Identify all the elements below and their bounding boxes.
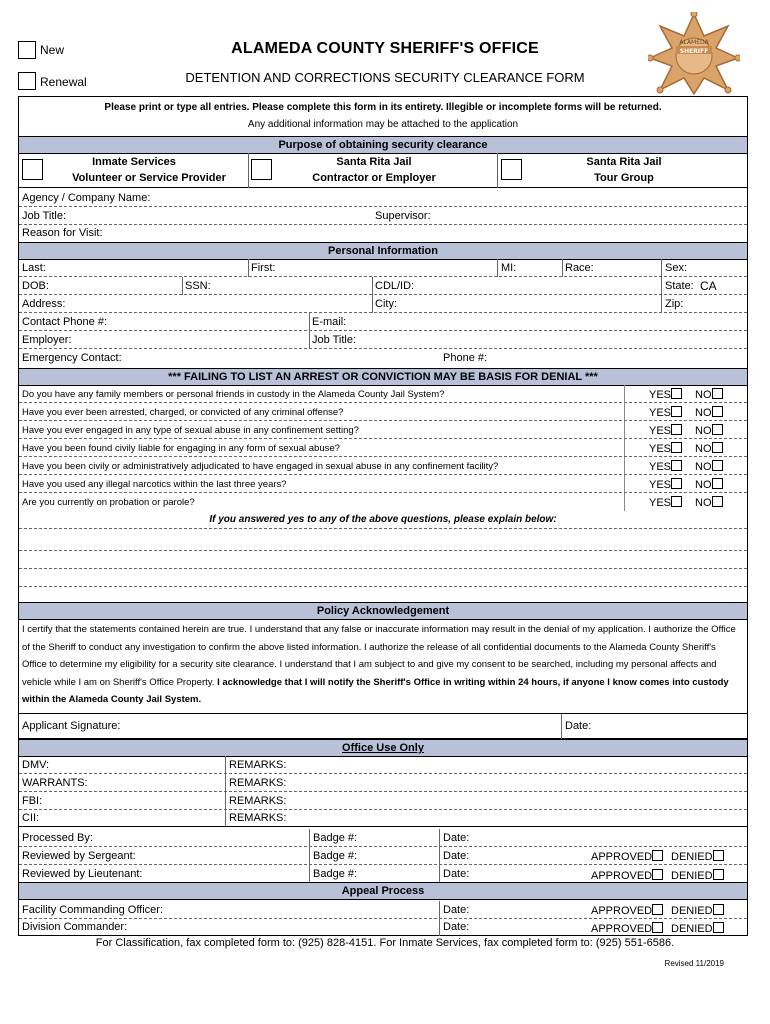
- purpose-inmate-services-checkbox[interactable]: [22, 159, 43, 180]
- q2-no-checkbox[interactable]: [712, 406, 723, 417]
- processed-badge-field[interactable]: Badge #:: [313, 832, 358, 844]
- approved-label: APPROVED: [591, 851, 653, 863]
- question-4: Have you been found civily liable for engaging in any form of sexual abuse?: [22, 443, 340, 454]
- q5-yes-checkbox[interactable]: [671, 460, 682, 471]
- applicant-signature-field[interactable]: Applicant Signature:: [22, 720, 121, 732]
- lieutenant-date-field[interactable]: Date:: [443, 868, 470, 880]
- explain-line-2[interactable]: [19, 551, 747, 569]
- approved-label: APPROVED: [591, 923, 653, 935]
- first-name-field[interactable]: First:: [251, 262, 276, 274]
- ssn-field[interactable]: SSN:: [185, 280, 211, 292]
- fbi-remarks-field[interactable]: REMARKS:: [229, 795, 287, 807]
- applicant-date-field[interactable]: Date:: [565, 720, 592, 732]
- no-label: NO: [695, 479, 712, 491]
- question-2: Have you ever been arrested, charged, or convicted of any criminal offense?: [22, 407, 344, 418]
- purpose-option-2-line2: Contractor or Employer: [312, 172, 436, 184]
- purpose-tour-group-checkbox[interactable]: [501, 159, 522, 180]
- svg-text:SHERIFF: SHERIFF: [679, 48, 709, 55]
- contact-phone-field[interactable]: Contact Phone #:: [22, 316, 108, 328]
- facility-date-field[interactable]: Date:: [443, 904, 470, 916]
- dmv-remarks-field[interactable]: REMARKS:: [229, 759, 287, 771]
- denied-label: DENIED: [671, 851, 713, 863]
- sex-field[interactable]: Sex:: [665, 262, 688, 274]
- no-label: NO: [695, 389, 712, 401]
- race-field[interactable]: Race:: [565, 262, 594, 274]
- no-label: NO: [695, 497, 712, 509]
- emergency-phone-field[interactable]: Phone #:: [443, 352, 488, 364]
- personal-info-header: Personal Information: [19, 242, 747, 260]
- question-5: Have you been civily or administratively adjudicated to have engaged in sexual abuse in any confinement facility?: [22, 461, 499, 472]
- processed-date-field[interactable]: Date:: [443, 832, 470, 844]
- warrants-remarks-field[interactable]: REMARKS:: [229, 777, 287, 789]
- supervisor-field[interactable]: Supervisor:: [375, 210, 431, 222]
- explain-instructions: If you answered yes to any of the above questions, please explain below:: [209, 514, 557, 525]
- q4-no-checkbox[interactable]: [712, 442, 723, 453]
- purpose-option-3-line1: Santa Rita Jail: [586, 156, 662, 168]
- q7-no-checkbox[interactable]: [712, 496, 723, 507]
- purpose-option-3-line2: Tour Group: [594, 172, 654, 184]
- explain-line-4[interactable]: [19, 587, 747, 602]
- purpose-option-1-line2: Volunteer or Service Provider: [72, 172, 226, 184]
- lieutenant-approved-checkbox[interactable]: [652, 869, 663, 880]
- explain-line-3[interactable]: [19, 569, 747, 587]
- division-date-field[interactable]: Date:: [443, 921, 470, 933]
- dob-field[interactable]: DOB:: [22, 280, 49, 292]
- instructions-line1: Please print or type all entries. Please complete this form in its entirety. Illegible or incomplete forms will be returned.: [104, 102, 662, 113]
- yes-label: YES: [649, 479, 672, 491]
- denied-label: DENIED: [671, 905, 713, 917]
- last-name-field[interactable]: Last:: [22, 262, 46, 274]
- question-3: Have you ever engaged in any type of sexual abuse in any confinement setting?: [22, 425, 359, 436]
- denied-label: DENIED: [671, 870, 713, 882]
- zip-field[interactable]: Zip:: [665, 298, 684, 310]
- fbi-field[interactable]: FBI:: [22, 795, 43, 807]
- employer-job-title-field[interactable]: Job Title:: [312, 334, 357, 346]
- purpose-option-1-line1: Inmate Services: [92, 156, 176, 168]
- facility-commander-field[interactable]: Facility Commanding Officer:: [22, 904, 164, 916]
- reviewed-sergeant-field[interactable]: Reviewed by Sergeant:: [22, 850, 136, 862]
- new-label: New: [40, 43, 65, 57]
- sheriff-badge-icon: [648, 12, 740, 96]
- yes-label: YES: [649, 407, 672, 419]
- yes-label: YES: [649, 425, 672, 437]
- processed-by-field[interactable]: Processed By:: [22, 832, 93, 844]
- renewal-label: Renewal: [40, 75, 87, 89]
- q3-yes-checkbox[interactable]: [671, 424, 682, 435]
- instructions-line2: Any additional information may be attached to the application: [247, 119, 519, 130]
- no-label: NO: [695, 425, 712, 437]
- page-title: ALAMEDA COUNTY SHERIFF'S OFFICE: [231, 40, 539, 57]
- facility-approved-checkbox[interactable]: [652, 904, 663, 915]
- denied-label: DENIED: [671, 923, 713, 935]
- q1-yes-checkbox[interactable]: [671, 388, 682, 399]
- form-subtitle: DETENTION AND CORRECTIONS SECURITY CLEARANCE FORM: [185, 70, 585, 85]
- sergeant-approved-checkbox[interactable]: [652, 850, 663, 861]
- question-6: Have you used any illegal narcotics within the last three years?: [22, 479, 287, 490]
- state-value: CA: [700, 279, 717, 293]
- appeal-header: Appeal Process: [19, 882, 747, 900]
- q7-yes-checkbox[interactable]: [671, 496, 682, 507]
- cii-remarks-field[interactable]: REMARKS:: [229, 812, 287, 824]
- purpose-option-2-line1: Santa Rita Jail: [336, 156, 412, 168]
- division-commander-field[interactable]: Division Commander:: [22, 921, 128, 933]
- no-label: NO: [695, 443, 712, 455]
- employer-field[interactable]: Employer:: [22, 334, 72, 346]
- explain-line-1[interactable]: [19, 529, 747, 551]
- q6-no-checkbox[interactable]: [712, 478, 723, 489]
- clearance-form: [18, 96, 748, 936]
- yes-label: YES: [649, 389, 672, 401]
- svg-text:ALAMEDA: ALAMEDA: [679, 39, 709, 46]
- q4-yes-checkbox[interactable]: [671, 442, 682, 453]
- sergeant-denied-checkbox[interactable]: [713, 850, 724, 861]
- q3-no-checkbox[interactable]: [712, 424, 723, 435]
- denial-warning-header: *** FAILING TO LIST AN ARREST OR CONVICTION MAY BE BASIS FOR DENIAL ***: [19, 368, 747, 386]
- yes-label: YES: [649, 443, 672, 455]
- no-label: NO: [695, 461, 712, 473]
- revision-date: Revised 11/2019: [664, 959, 724, 968]
- city-field[interactable]: City:: [375, 298, 397, 310]
- address-field[interactable]: Address:: [22, 298, 66, 310]
- question-1: Do you have any family members or personal friends in custody in the Alameda County Jail System?: [22, 389, 445, 400]
- emergency-contact-field[interactable]: Emergency Contact:: [22, 352, 122, 364]
- q6-yes-checkbox[interactable]: [671, 478, 682, 489]
- lieutenant-denied-checkbox[interactable]: [713, 869, 724, 880]
- reviewed-lieutenant-field[interactable]: Reviewed by Lieutenant:: [22, 868, 143, 880]
- office-use-header: Office Use Only: [19, 739, 747, 757]
- question-7: Are you currently on probation or parole?: [22, 497, 195, 508]
- email-field[interactable]: E-mail:: [312, 316, 347, 328]
- agency-name-field[interactable]: Agency / Company Name:: [22, 192, 151, 204]
- cdl-id-field[interactable]: CDL/ID:: [375, 280, 415, 292]
- q1-no-checkbox[interactable]: [712, 388, 723, 399]
- approved-label: APPROVED: [591, 905, 653, 917]
- yes-label: YES: [649, 497, 672, 509]
- policy-header: Policy Acknowledgement: [19, 602, 747, 620]
- no-label: NO: [695, 407, 712, 419]
- purpose-header: Purpose of obtaining security clearance: [19, 136, 747, 154]
- lieutenant-badge-field[interactable]: Badge #:: [313, 868, 358, 880]
- division-approved-checkbox[interactable]: [652, 922, 663, 933]
- division-denied-checkbox[interactable]: [713, 922, 724, 933]
- warrants-field[interactable]: WARRANTS:: [22, 777, 88, 789]
- middle-initial-field[interactable]: MI:: [501, 262, 517, 274]
- sergeant-date-field[interactable]: Date:: [443, 850, 470, 862]
- facility-denied-checkbox[interactable]: [713, 904, 724, 915]
- agency-job-title-field[interactable]: Job Title:: [22, 210, 67, 222]
- reason-for-visit-field[interactable]: Reason for Visit:: [22, 227, 103, 239]
- dmv-field[interactable]: DMV:: [22, 759, 50, 771]
- approved-label: APPROVED: [591, 870, 653, 882]
- q5-no-checkbox[interactable]: [712, 460, 723, 471]
- q2-yes-checkbox[interactable]: [671, 406, 682, 417]
- yes-label: YES: [649, 461, 672, 473]
- sergeant-badge-field[interactable]: Badge #:: [313, 850, 358, 862]
- policy-text: I certify that the statements contained herein are true. I understand that any false or inaccurate information may result in the denial of my application. I authorize the Office of the Sheriff to conduct any investigation to confirm the above listed information. I authorize the release of all confidential documents to the Alameda County Sheriff's Office to determine my eligibility for a security site clearance. I understand that I am subject to and give my consent to be searched, including my personal affects and vehicle while I am on Sheriff's Office Property. I acknowledge that I will notify the Sheriff's Office in writing within 24 hours, if anyone I know comes into custody within the Alameda County Jail System.: [22, 624, 736, 706]
- state-field[interactable]: State:: [665, 280, 694, 292]
- cii-field[interactable]: CII:: [22, 812, 40, 824]
- fax-instructions: For Classification, fax completed form to: (925) 828-4151. For Inmate Services, fax completed form to: (925) 551-6586.: [95, 937, 675, 949]
